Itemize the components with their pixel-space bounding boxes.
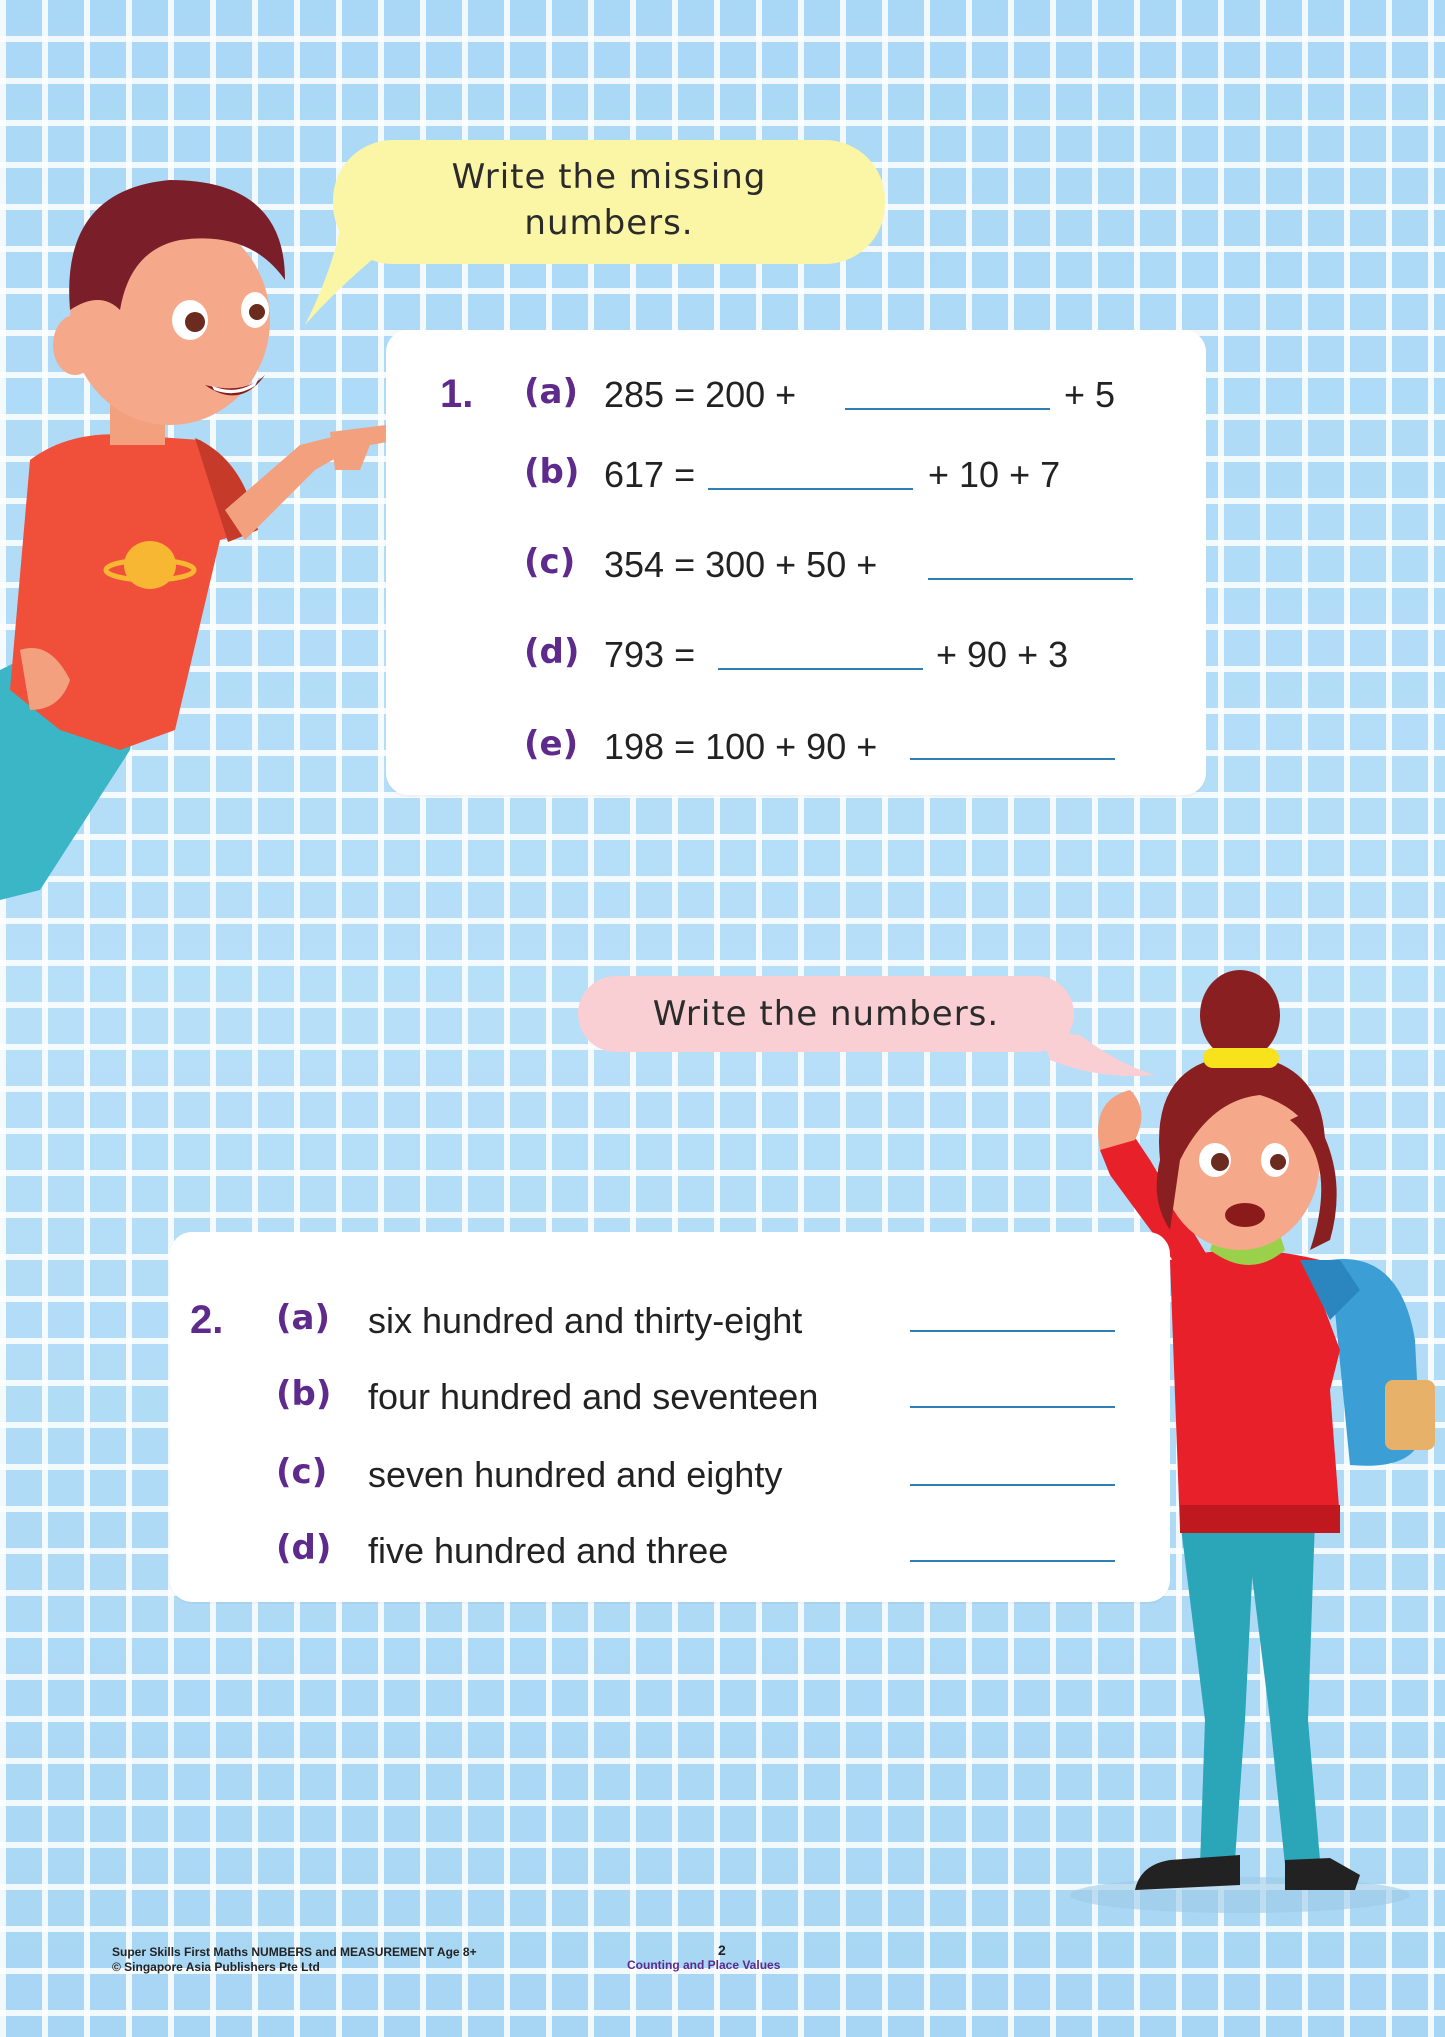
- q1-b-rest: + 10 + 7: [928, 454, 1061, 495]
- q1-c-label: (c): [524, 542, 576, 582]
- q1-d-answer-line[interactable]: [718, 668, 923, 670]
- q1-d-label: (d): [524, 632, 580, 672]
- speech-boy-line1: Write the missing: [451, 157, 767, 197]
- q2-a-label: (a): [276, 1298, 331, 1338]
- page-number: 2: [718, 1942, 726, 1958]
- q1-e-equation: 198 = 100 + 90 +: [604, 726, 878, 767]
- footer-book-info: [112, 1945, 477, 1975]
- q2-c-answer-line[interactable]: [910, 1484, 1115, 1486]
- q2-d-label: (d): [276, 1528, 332, 1568]
- q1-b-label: (b): [524, 452, 580, 492]
- q1-b-equation: 617 =: [604, 454, 696, 495]
- q1-c-equation: 354 = 300 + 50 +: [604, 544, 878, 585]
- q1-e-label: (e): [524, 724, 579, 764]
- q1-d-equation: 793 =: [604, 634, 696, 675]
- footer-copyright: © Singapore Asia Publishers Pte Ltd: [112, 1960, 320, 1974]
- q1-a-answer-line[interactable]: [845, 408, 1050, 410]
- footer-book-title: Super Skills First Maths NUMBERS and MEASUREMENT Age 8+: [112, 1945, 477, 1959]
- q1-a-label: (a): [524, 372, 579, 412]
- q1-a-rest: + 5: [1064, 374, 1116, 415]
- footer-topic: Counting and Place Values: [627, 1958, 781, 1972]
- q1-d-rest: + 90 + 3: [936, 634, 1069, 675]
- q2-b-answer-line[interactable]: [910, 1406, 1115, 1408]
- question-1-number: 1.: [440, 372, 474, 416]
- q1-c-answer-line[interactable]: [928, 578, 1133, 580]
- question-2-number: 2.: [190, 1298, 224, 1342]
- q1-a-equation: 285 = 200 +: [604, 374, 797, 415]
- q2-d-text: five hundred and three: [368, 1530, 729, 1571]
- q1-b-answer-line[interactable]: [708, 488, 913, 490]
- q2-b-label: (b): [276, 1374, 332, 1414]
- q2-c-label: (c): [276, 1452, 328, 1492]
- q2-a-text: six hundred and thirty-eight: [368, 1300, 803, 1341]
- speech-boy-line2: numbers.: [524, 203, 694, 243]
- q2-c-text: seven hundred and eighty: [368, 1454, 783, 1495]
- speech-bubble-girl: Write the numbers.: [578, 976, 1074, 1052]
- q2-a-answer-line[interactable]: [910, 1330, 1115, 1332]
- q2-b-text: four hundred and seventeen: [368, 1376, 819, 1417]
- q1-e-answer-line[interactable]: [910, 758, 1115, 760]
- q2-d-answer-line[interactable]: [910, 1560, 1115, 1562]
